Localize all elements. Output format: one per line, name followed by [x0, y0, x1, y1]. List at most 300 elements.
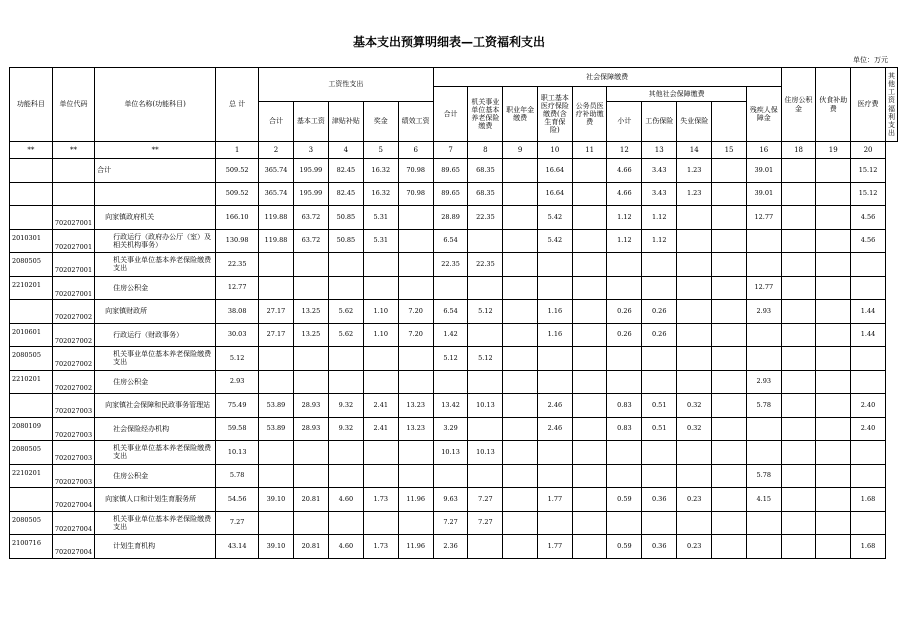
value-cell: 5.42	[537, 206, 572, 230]
table-row	[10, 535, 898, 559]
index-cell: 4	[328, 142, 363, 159]
unit-name-cell: 机关事业单位基本养老保险缴费支出	[95, 253, 216, 277]
value-cell	[503, 394, 538, 418]
value-cell: 50.85	[328, 229, 363, 253]
index-cell: **	[95, 142, 216, 159]
value-cell	[607, 441, 642, 465]
header-medical: 职工基本医疗保险缴费(含生育保险)	[537, 87, 572, 142]
value-cell	[468, 464, 503, 488]
value-cell	[712, 488, 747, 512]
value-cell: 28.93	[293, 394, 328, 418]
value-cell: 68.35	[468, 182, 503, 206]
value-cell	[328, 347, 363, 371]
value-cell: 0.83	[607, 394, 642, 418]
value-cell	[712, 300, 747, 324]
value-cell: 6.54	[433, 300, 468, 324]
value-cell: 53.89	[259, 417, 294, 441]
value-cell: 63.72	[293, 206, 328, 230]
value-cell	[363, 370, 398, 394]
value-cell	[781, 417, 816, 441]
value-cell	[712, 511, 747, 535]
value-cell: 7.27	[468, 488, 503, 512]
value-cell	[398, 464, 433, 488]
value-cell: 2.93	[746, 370, 781, 394]
index-cell: 3	[293, 142, 328, 159]
value-cell	[468, 276, 503, 300]
value-cell: 54.56	[216, 488, 259, 512]
header-other-sub: 小计	[607, 102, 642, 142]
value-cell	[816, 370, 851, 394]
value-cell: 5.31	[363, 229, 398, 253]
value-cell: 1.23	[677, 182, 712, 206]
index-cell: 14	[677, 142, 712, 159]
value-cell: 39.10	[259, 488, 294, 512]
value-cell: 5.62	[328, 323, 363, 347]
value-cell: 0.51	[642, 417, 677, 441]
index-cell: 2	[259, 142, 294, 159]
unit-code-cell: 702027004	[52, 535, 94, 559]
value-cell	[677, 206, 712, 230]
value-cell: 12.77	[216, 276, 259, 300]
header-salary-sub: 合计	[259, 102, 294, 142]
value-cell	[816, 511, 851, 535]
value-cell: 53.89	[259, 394, 294, 418]
value-cell: 1.16	[537, 300, 572, 324]
index-row	[10, 142, 898, 159]
value-cell: 365.74	[259, 159, 294, 183]
value-cell: 195.99	[293, 182, 328, 206]
value-cell: 9.63	[433, 488, 468, 512]
value-cell: 28.89	[433, 206, 468, 230]
value-cell	[712, 370, 747, 394]
unit-code-cell: 702027001	[52, 206, 94, 230]
value-cell	[816, 488, 851, 512]
value-cell: 1.42	[433, 323, 468, 347]
value-cell: 16.32	[363, 159, 398, 183]
value-cell: 7.27	[216, 511, 259, 535]
value-cell	[816, 464, 851, 488]
value-cell	[503, 488, 538, 512]
value-cell: 5.78	[216, 464, 259, 488]
func-code-cell: 2210201	[10, 464, 53, 488]
table-row	[10, 159, 898, 183]
value-cell: 0.32	[677, 417, 712, 441]
header-injury: 工伤保险	[642, 102, 677, 142]
value-cell	[328, 441, 363, 465]
func-code-cell: 2080505	[10, 441, 53, 465]
value-cell	[642, 511, 677, 535]
value-cell: 12.77	[746, 206, 781, 230]
value-cell: 43.14	[216, 535, 259, 559]
value-cell: 70.98	[398, 182, 433, 206]
value-cell: 9.32	[328, 417, 363, 441]
index-cell: 6	[398, 142, 433, 159]
func-code-cell	[10, 182, 53, 206]
func-code-cell: 2080505	[10, 253, 53, 277]
value-cell	[572, 276, 607, 300]
value-cell	[746, 417, 781, 441]
value-cell: 2.93	[746, 300, 781, 324]
value-cell: 22.35	[216, 253, 259, 277]
unit-name-cell: 机关事业单位基本养老保险缴费支出	[95, 441, 216, 465]
unit-name-cell: 计划生育机构	[95, 535, 216, 559]
value-cell	[781, 323, 816, 347]
value-cell: 1.12	[607, 229, 642, 253]
index-cell: 12	[607, 142, 642, 159]
value-cell: 1.23	[677, 159, 712, 183]
value-cell	[816, 417, 851, 441]
value-cell	[851, 276, 886, 300]
value-cell	[468, 323, 503, 347]
value-cell: 20.81	[293, 535, 328, 559]
value-cell: 0.26	[642, 323, 677, 347]
value-cell	[503, 182, 538, 206]
value-cell	[712, 323, 747, 347]
value-cell	[503, 206, 538, 230]
value-cell	[677, 511, 712, 535]
value-cell: 82.45	[328, 159, 363, 183]
value-cell: 3.29	[433, 417, 468, 441]
value-cell: 5.12	[468, 300, 503, 324]
value-cell	[712, 159, 747, 183]
value-cell	[572, 229, 607, 253]
index-cell: 13	[642, 142, 677, 159]
value-cell	[363, 441, 398, 465]
value-cell: 89.65	[433, 182, 468, 206]
value-cell	[572, 417, 607, 441]
value-cell: 1.44	[851, 323, 886, 347]
value-cell	[572, 464, 607, 488]
value-cell: 1.73	[363, 488, 398, 512]
header-basic-wage: 基本工资	[293, 102, 328, 142]
index-cell: 5	[363, 142, 398, 159]
unit-code-cell: 702027003	[52, 464, 94, 488]
value-cell: 0.51	[642, 394, 677, 418]
value-cell	[607, 276, 642, 300]
value-cell	[398, 370, 433, 394]
value-cell: 0.26	[607, 323, 642, 347]
report-title: 基本支出预算明细表—工资福利支出	[352, 35, 545, 49]
func-code-cell	[10, 488, 53, 512]
value-cell	[746, 511, 781, 535]
value-cell: 5.62	[328, 300, 363, 324]
header-meal: 伙食补助费	[816, 68, 851, 142]
value-cell	[816, 300, 851, 324]
header-other-welfare: 其他工资福利支出	[886, 68, 898, 142]
value-cell	[816, 347, 851, 371]
value-cell	[503, 229, 538, 253]
value-cell	[293, 441, 328, 465]
value-cell: 7.27	[433, 511, 468, 535]
value-cell	[781, 488, 816, 512]
unit-name-cell: 住房公积金	[95, 276, 216, 300]
value-cell: 0.59	[607, 488, 642, 512]
unit-name-cell: 机关事业单位基本养老保险缴费支出	[95, 347, 216, 371]
value-cell: 2.93	[216, 370, 259, 394]
table-row	[10, 276, 898, 300]
value-cell: 9.32	[328, 394, 363, 418]
value-cell	[537, 347, 572, 371]
value-cell: 0.23	[677, 488, 712, 512]
value-cell: 12.77	[746, 276, 781, 300]
value-cell: 4.56	[851, 206, 886, 230]
unit-code-cell	[52, 182, 94, 206]
value-cell	[572, 347, 607, 371]
value-cell	[816, 535, 851, 559]
index-cell: 20	[851, 142, 886, 159]
value-cell: 509.52	[216, 159, 259, 183]
value-cell	[781, 206, 816, 230]
value-cell	[433, 276, 468, 300]
value-cell: 22.35	[433, 253, 468, 277]
value-cell	[572, 394, 607, 418]
value-cell: 1.68	[851, 535, 886, 559]
value-cell	[746, 535, 781, 559]
value-cell	[503, 159, 538, 183]
header-medical-fee: 医疗费	[851, 68, 886, 142]
value-cell: 39.01	[746, 182, 781, 206]
value-cell: 2.46	[537, 417, 572, 441]
index-cell: 9	[503, 142, 538, 159]
value-cell	[677, 229, 712, 253]
value-cell	[851, 441, 886, 465]
value-cell	[398, 347, 433, 371]
value-cell	[572, 159, 607, 183]
unit-name-cell: 向家镇社会保障和民政事务管理站	[95, 394, 216, 418]
value-cell	[607, 253, 642, 277]
value-cell	[746, 441, 781, 465]
value-cell	[781, 511, 816, 535]
func-code-cell: 2210201	[10, 370, 53, 394]
value-cell: 16.64	[537, 182, 572, 206]
unit-code-cell: 702027002	[52, 347, 94, 371]
value-cell: 10.13	[468, 394, 503, 418]
table-row	[10, 300, 898, 324]
value-cell: 39.10	[259, 535, 294, 559]
value-cell	[503, 464, 538, 488]
value-cell: 15.12	[851, 182, 886, 206]
value-cell	[293, 276, 328, 300]
func-code-cell	[10, 300, 53, 324]
value-cell	[293, 347, 328, 371]
value-cell	[328, 511, 363, 535]
value-cell	[572, 323, 607, 347]
value-cell: 89.65	[433, 159, 468, 183]
value-cell: 5.78	[746, 464, 781, 488]
value-cell: 13.42	[433, 394, 468, 418]
unit-code-cell: 702027003	[52, 394, 94, 418]
value-cell: 28.93	[293, 417, 328, 441]
value-cell	[607, 464, 642, 488]
value-cell: 166.10	[216, 206, 259, 230]
header-housing: 住房公积金	[781, 68, 816, 142]
value-cell: 195.99	[293, 159, 328, 183]
value-cell	[642, 253, 677, 277]
value-cell: 4.56	[851, 229, 886, 253]
value-cell: 70.98	[398, 159, 433, 183]
value-cell: 22.35	[468, 253, 503, 277]
header-func-code: 功能科目	[10, 68, 53, 142]
index-cell: 11	[572, 142, 607, 159]
value-cell	[398, 206, 433, 230]
value-cell	[746, 253, 781, 277]
value-cell: 68.35	[468, 159, 503, 183]
value-cell	[781, 347, 816, 371]
header-social-sub: 合计	[433, 87, 468, 142]
value-cell	[712, 276, 747, 300]
value-cell	[816, 323, 851, 347]
value-cell: 13.23	[398, 417, 433, 441]
unit-code-cell: 702027001	[52, 253, 94, 277]
value-cell: 0.32	[677, 394, 712, 418]
value-cell	[537, 464, 572, 488]
value-cell: 1.12	[607, 206, 642, 230]
value-cell	[677, 464, 712, 488]
value-cell	[259, 370, 294, 394]
unit-code-cell: 702027001	[52, 229, 94, 253]
value-cell	[572, 300, 607, 324]
value-cell: 0.83	[607, 417, 642, 441]
header-unit-name: 单位名称(功能科目)	[95, 68, 216, 142]
value-cell: 119.88	[259, 229, 294, 253]
value-cell	[398, 229, 433, 253]
unit-code-cell: 702027004	[52, 488, 94, 512]
value-cell	[503, 323, 538, 347]
header-allowance: 津贴补贴	[328, 102, 363, 142]
value-cell: 39.01	[746, 159, 781, 183]
value-cell	[259, 276, 294, 300]
unit-name-cell: 行政运行（财政事务）	[95, 323, 216, 347]
value-cell	[572, 182, 607, 206]
func-code-cell: 2010301	[10, 229, 53, 253]
value-cell	[433, 370, 468, 394]
value-cell: 1.10	[363, 300, 398, 324]
value-cell: 1.10	[363, 323, 398, 347]
unit-name-cell: 住房公积金	[95, 464, 216, 488]
header-other-social-group: 其他社会保障缴费	[607, 87, 746, 102]
value-cell	[503, 300, 538, 324]
value-cell	[781, 159, 816, 183]
value-cell: 6.54	[433, 229, 468, 253]
value-cell: 7.20	[398, 300, 433, 324]
value-cell	[537, 253, 572, 277]
table-row	[10, 441, 898, 465]
value-cell: 16.32	[363, 182, 398, 206]
value-cell	[259, 347, 294, 371]
value-cell: 130.98	[216, 229, 259, 253]
value-cell: 5.42	[537, 229, 572, 253]
value-cell: 1.12	[642, 206, 677, 230]
value-cell	[712, 464, 747, 488]
value-cell	[607, 511, 642, 535]
value-cell: 1.16	[537, 323, 572, 347]
value-cell: 2.46	[537, 394, 572, 418]
value-cell	[851, 370, 886, 394]
value-cell: 1.73	[363, 535, 398, 559]
value-cell: 4.66	[607, 159, 642, 183]
value-cell	[503, 253, 538, 277]
index-cell: 16	[746, 142, 781, 159]
unit-code-cell: 702027002	[52, 300, 94, 324]
value-cell	[503, 511, 538, 535]
table-row	[10, 488, 898, 512]
value-cell	[572, 441, 607, 465]
func-code-cell	[10, 206, 53, 230]
value-cell	[503, 370, 538, 394]
value-cell: 4.15	[746, 488, 781, 512]
value-cell	[781, 370, 816, 394]
table-row	[10, 323, 898, 347]
table-row	[10, 370, 898, 394]
table-row	[10, 206, 898, 230]
value-cell	[642, 347, 677, 371]
header-unemployment: 失业保险	[677, 102, 712, 142]
value-cell	[816, 253, 851, 277]
func-code-cell	[10, 394, 53, 418]
value-cell	[293, 253, 328, 277]
unit-label: 单位：万元	[853, 56, 888, 64]
value-cell	[816, 394, 851, 418]
value-cell	[468, 229, 503, 253]
value-cell	[816, 206, 851, 230]
header-total: 总 计	[216, 68, 259, 142]
value-cell	[677, 300, 712, 324]
value-cell	[746, 229, 781, 253]
header-pension: 机关事业单位基本养老保险缴费	[468, 87, 503, 142]
value-cell	[781, 229, 816, 253]
value-cell: 82.45	[328, 182, 363, 206]
value-cell: 75.49	[216, 394, 259, 418]
value-cell	[781, 276, 816, 300]
unit-name-cell: 机关事业单位基本养老保险缴费支出	[95, 511, 216, 535]
value-cell: 1.68	[851, 488, 886, 512]
salary-welfare-table	[9, 67, 898, 559]
value-cell	[537, 370, 572, 394]
value-cell	[363, 464, 398, 488]
value-cell: 3.43	[642, 182, 677, 206]
value-cell: 0.36	[642, 488, 677, 512]
value-cell	[468, 417, 503, 441]
value-cell	[259, 464, 294, 488]
value-cell	[781, 300, 816, 324]
value-cell	[746, 323, 781, 347]
value-cell: 10.13	[468, 441, 503, 465]
value-cell	[851, 511, 886, 535]
value-cell	[677, 323, 712, 347]
value-cell	[816, 441, 851, 465]
value-cell	[433, 464, 468, 488]
value-cell	[398, 276, 433, 300]
value-cell	[398, 253, 433, 277]
index-cell: 18	[781, 142, 816, 159]
value-cell	[572, 488, 607, 512]
header-social-group: 社会保障缴费	[433, 68, 781, 87]
value-cell: 10.13	[433, 441, 468, 465]
value-cell	[537, 511, 572, 535]
value-cell	[363, 511, 398, 535]
value-cell	[851, 464, 886, 488]
value-cell	[712, 441, 747, 465]
value-cell: 11.96	[398, 535, 433, 559]
value-cell	[781, 182, 816, 206]
value-cell	[503, 441, 538, 465]
value-cell: 22.35	[468, 206, 503, 230]
value-cell	[677, 370, 712, 394]
index-cell: 19	[816, 142, 851, 159]
unit-name-cell: 社会保险经办机构	[95, 417, 216, 441]
value-cell: 13.25	[293, 300, 328, 324]
value-cell	[816, 229, 851, 253]
